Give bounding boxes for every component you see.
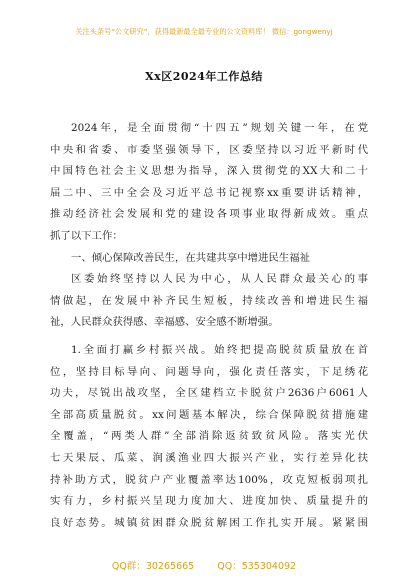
paragraph-line: 持补助方式，脱贫户产业覆盖率达100%，攻克短板弱项扎	[50, 473, 368, 486]
paragraph-line: 全部高质量脱贫。xx问题基本解决，综合保障脱贫措施建	[50, 408, 368, 421]
paragraph-line: 祉，人民群众获得感、幸福感、安全感不断增强。	[50, 316, 279, 329]
top-banner: 关注头条号“公文研究”，获得最新最全最专业的公文资料库！ 微信：gongwenyj	[75, 27, 333, 36]
paragraph-line: 中国特色社会主义思想为指导，深入贯彻党的XX大和二十	[50, 165, 368, 178]
paragraph-line: 1.全面打赢乡村振兴战。始终把提高脱贫质量放在首	[71, 343, 368, 356]
paragraph-line: 功夫，尽锐出战攻坚，全区建档立卡脱贫户2636户6061人	[50, 387, 368, 400]
item-paragraph	[50, 340, 368, 534]
paragraph-line: 区委始终坚持以人民为中心，从人民群众最关心的事	[71, 273, 368, 286]
paragraph-line: 七天果辰、瓜菜、润溪渔业四大振兴产业，实行差异化扶	[50, 451, 368, 464]
footer-qq: QQ：535304092	[217, 561, 297, 572]
paragraph-line: 抓了以下工作：	[50, 229, 123, 242]
paragraph-line: 实有力，乡村振兴呈现力度加大、进度加快、质量提升的	[50, 495, 368, 508]
footer	[0, 558, 408, 572]
paragraph-line: 届二中、三中全会及习近平总书记视察xx重要讲话精神，	[50, 186, 368, 199]
paragraph-line: 良好态势。城镇贫困群众脱贫解困工作扎实开展。紧紧围	[50, 516, 368, 529]
paragraph-line: 情做起，在发展中补齐民生短板，持续改善和增进民生福	[50, 294, 368, 307]
paragraph-line: 推动经济社会发展和党的建设各项事业取得新成效。重点	[50, 208, 368, 221]
paragraph-line: 位，坚持目标导向、问题导向，强化责任落实，下足绣花	[50, 365, 368, 378]
document-title: Xx区2024年工作总结	[145, 70, 263, 83]
paragraph-line: 2024年，是全面贯彻“十四五”规划关键一年，在党	[71, 122, 368, 134]
document-body	[50, 118, 368, 534]
paragraph-line: 全覆盖，“两类人群”全部消除返贫致贫风险。落实光伏	[50, 430, 368, 443]
intro-paragraph	[50, 118, 368, 248]
footer-qq-group: QQ群：30265665	[111, 561, 195, 572]
paragraph-line: 中央和省委、市委坚强领导下，区委坚持以习近平新时代	[50, 143, 368, 156]
section-heading: 一、倾心保障改善民生，在共建共享中增进民生福祉	[71, 251, 310, 264]
section-paragraph	[50, 269, 368, 334]
